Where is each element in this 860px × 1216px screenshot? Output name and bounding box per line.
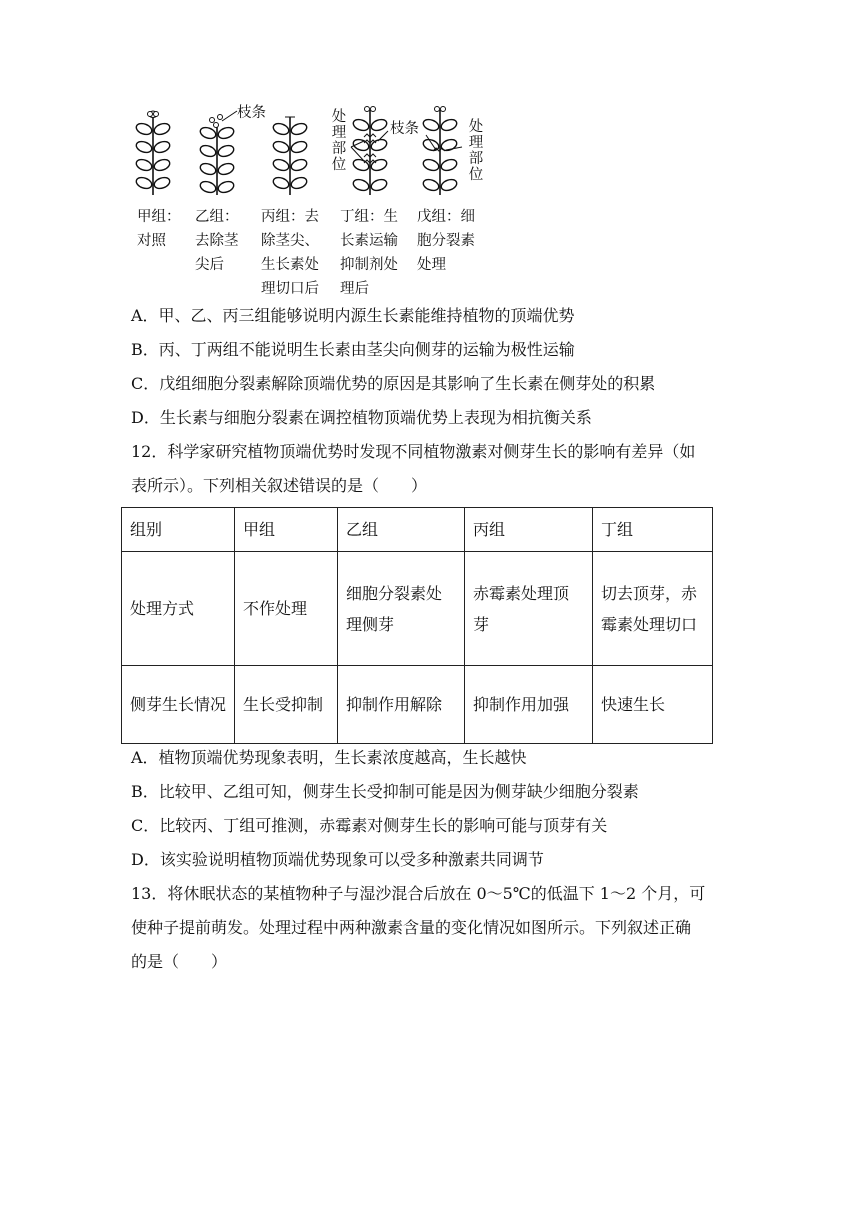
q12-stem-line-2: 表所示）。下列相关叙述错误的是（ ） xyxy=(131,476,428,495)
table-cell: 处理方式 xyxy=(122,552,235,666)
table-cell: 赤霉素处理顶芽 xyxy=(465,552,593,666)
table-header-cell: 组别 xyxy=(122,508,235,552)
q13-stem-line-2: 使种子提前萌发。处理过程中两种激素含量的变化情况如图所示。下列叙述正确 xyxy=(131,918,692,937)
table-cell: 不作处理 xyxy=(235,552,338,666)
treat-site-label-1: 处理部位 xyxy=(331,109,347,173)
hormone-table xyxy=(121,507,713,744)
q11-option-a: A．甲、乙、丙三组能够说明内源生长素能维持植物的顶端优势 xyxy=(131,306,575,325)
branch-label-1: 枝条 xyxy=(237,105,266,121)
table-header-cell: 甲组 xyxy=(235,508,338,552)
group-label-bing: 丙组：去 除茎尖、 生长素处 理切口后 xyxy=(261,209,319,297)
plant-drawings xyxy=(120,95,500,210)
table-cell: 生长受抑制 xyxy=(235,666,338,744)
table-cell: 快速生长 xyxy=(593,666,713,744)
table-row xyxy=(122,552,713,666)
table-cell: 切去顶芽，赤霉素处理切口 xyxy=(593,552,713,666)
table-cell: 抑制作用加强 xyxy=(465,666,593,744)
q11-option-d: D．生长素与细胞分裂素在调控植物顶端优势上表现为相抗衡关系 xyxy=(131,408,592,427)
table-header-cell: 乙组 xyxy=(338,508,465,552)
table-header-cell: 丁组 xyxy=(593,508,713,552)
table-row xyxy=(122,508,713,552)
group-label-yi: 乙组： 去除茎 尖后 xyxy=(195,209,239,273)
table-cell: 抑制作用解除 xyxy=(338,666,465,744)
table-row xyxy=(122,666,713,744)
q11-option-c: C．戊组细胞分裂素解除顶端优势的原因是其影响了生长素在侧芽处的积累 xyxy=(131,374,656,393)
q12-option-c: C．比较丙、丁组可推测，赤霉素对侧芽生长的影响可能与顶芽有关 xyxy=(131,816,608,835)
plant-jia xyxy=(135,111,171,195)
group-label-ding: 丁组：生 长素运输 抑制剂处 理后 xyxy=(340,209,398,297)
treat-site-label-2: 处理部位 xyxy=(468,119,484,183)
plant-ding xyxy=(351,107,388,196)
plant-bing xyxy=(272,117,308,195)
group-label-wu: 戊组：细 胞分裂素 处理 xyxy=(417,209,475,273)
plant-yi xyxy=(199,111,237,195)
table-cell: 细胞分裂素处理侧芽 xyxy=(338,552,465,666)
plant-wu xyxy=(422,107,462,196)
plant-figure xyxy=(120,95,500,300)
q12-stem-line-1: 12．科学家研究植物顶端优势时发现不同植物激素对侧芽生长的影响有差异（如 xyxy=(131,442,696,461)
group-label-jia: 甲组： 对照 xyxy=(137,209,181,249)
q11-option-b: B．丙、丁两组不能说明生长素由茎尖向侧芽的运输为极性运输 xyxy=(131,340,575,359)
table-header-cell: 丙组 xyxy=(465,508,593,552)
q13-stem-line-3: 的是（ ） xyxy=(131,952,228,971)
q12-option-d: D．该实验说明植物顶端优势现象可以受多种激素共同调节 xyxy=(131,850,544,869)
table-cell: 侧芽生长情况 xyxy=(122,666,235,744)
q12-option-b: B．比较甲、乙组可知，侧芽生长受抑制可能是因为侧芽缺少细胞分裂素 xyxy=(131,782,639,801)
branch-label-2: 枝条 xyxy=(390,121,419,137)
q13-stem-line-1: 13．将休眠状态的某植物种子与湿沙混合后放在 0～5℃的低温下 1～2 个月，可 xyxy=(131,884,706,903)
q12-option-a: A．植物顶端优势现象表明，生长素浓度越高，生长越快 xyxy=(131,748,527,767)
